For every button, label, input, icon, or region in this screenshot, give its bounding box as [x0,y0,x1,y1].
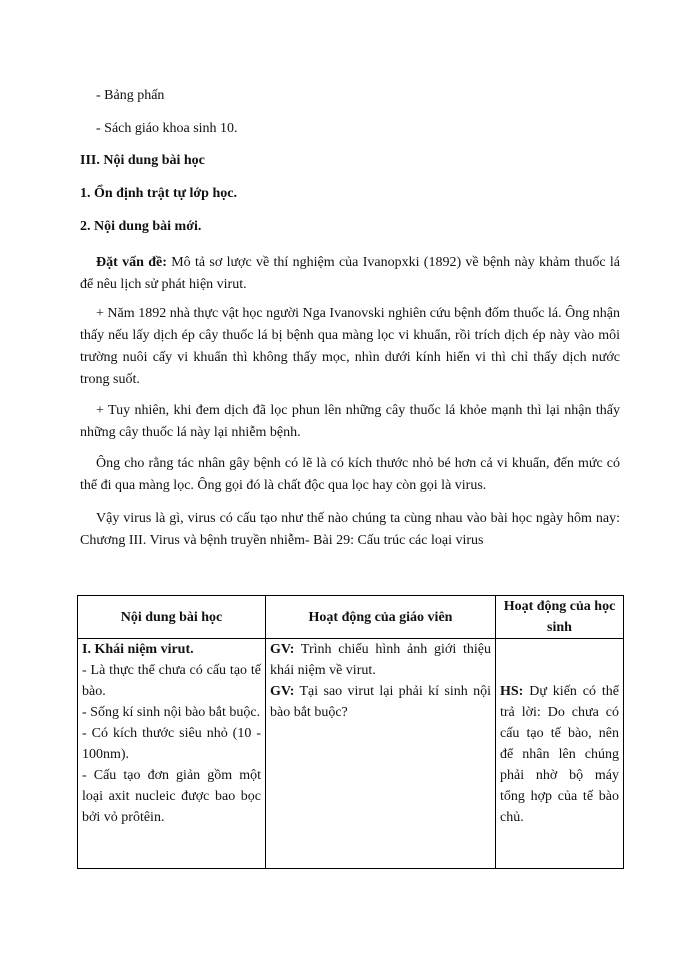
header-teacher: Hoạt động của giáo viên [266,596,496,639]
teacher-label: GV: [270,684,295,699]
teacher-label: GV: [270,642,295,657]
intro-text: Mô tả sơ lược về thí nghiệm của Ivanopxki (1892) về bệnh này khảm thuốc lá để nêu lịch sử phát hiện virut. [80,255,620,292]
teacher-text: Tại sao virut lại phải kí sinh nội bào bắt buộc? [270,684,491,720]
step-2-heading: 2. Nội dung bài mới. [80,219,202,234]
paragraph-conclusion: Ông cho rằng tác nhân gây bệnh có lẽ là có kích thước nhỏ bé hơn cả vi khuẩn, đến mức có thể đi qua màng lọc. Ông gọi đó là chất độc qua lọc hay còn gọi là virus. [80,456,620,493]
intro-paragraph [80,252,620,296]
teacher-activity [270,681,491,723]
student-label: HS: [500,684,524,699]
table-row [78,639,624,869]
paragraph-reinfection: + Tuy nhiên, khi đem dịch đã lọc phun lên những cây thuốc lá khỏe mạnh thì lại nhận thấy những cây thuốc lá này lại nhiễm bệnh. [80,403,620,440]
content-item: - Cấu tạo đơn giản gồm một loại axit nucleic được bao bọc bởi vỏ prôtêin. [82,768,261,825]
content-item: - Có kích thước siêu nhỏ (10 - 100nm). [82,726,261,762]
content-title: I. Khái niệm virut. [82,642,194,657]
content-item: - Sống kí sinh nội bào bắt buộc. [82,705,261,720]
content-item: - Là thực thể chưa có cấu tạo tế bào. [82,663,261,699]
teacher-activity [270,639,491,681]
paragraph-ivanovski: + Năm 1892 nhà thực vật học người Nga Ivanovski nghiên cứu bệnh đốm thuốc lá. Ông nhận thấy nếu lấy dịch ép cây thuốc lá bị bệnh qua màng lọc vi khuẩn, rồi trích dịch ép này vào môi trường nuôi cấy vi khuẩn thì không thấy mọc, nhìn dưới kính hiển vi thì chỉ thấy dịch nước trong suốt. [80,306,620,387]
content-cell [78,639,266,869]
material-chalk: - Bảng phấn [96,88,165,103]
intro-lead: Đặt vấn đề: [96,255,167,270]
step-1-heading: 1. Ổn định trật tự lớp học. [80,186,237,201]
table-header-row [78,596,624,639]
teacher-text: Trình chiếu hình ảnh giới thiệu khái niệm về virut. [270,642,491,678]
paragraph-lesson-intro: Vậy virus là gì, virus có cấu tạo như thế nào chúng ta cùng nhau vào bài học ngày hôm nay: Chương III. Virus và bệnh truyền nhiễm- Bài 29: Cấu trúc các loại virus [80,511,620,548]
section-heading: III. Nội dung bài học [80,153,205,168]
material-textbook: - Sách giáo khoa sinh 10. [96,121,238,136]
student-text: Dự kiến có thể trả lời: Do chưa có cấu tạo tế bào, nên để nhân lên chúng phải nhờ bộ máy tổng hợp của tế bào chủ. [500,684,619,825]
student-cell [496,639,624,869]
teacher-cell [266,639,496,869]
lesson-table [77,595,624,869]
header-student: Hoạt động của học sinh [496,596,624,639]
header-content: Nội dung bài học [78,596,266,639]
